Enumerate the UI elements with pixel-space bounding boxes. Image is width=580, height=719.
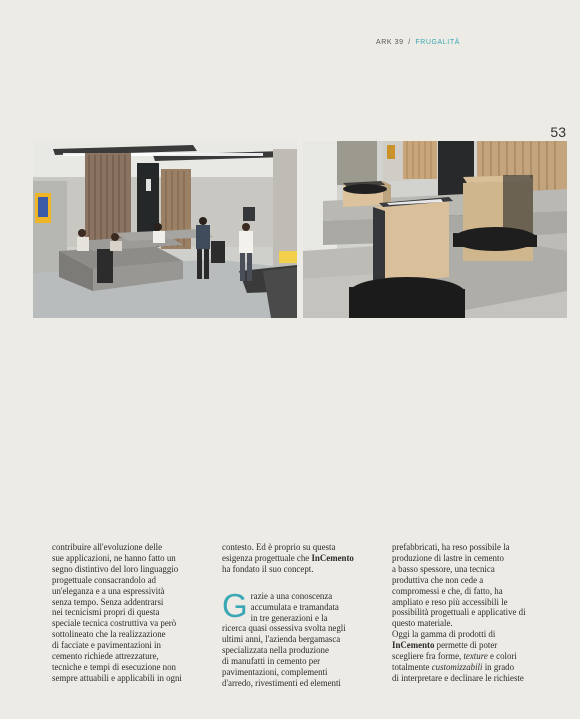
text-line: in tre generazioni e la (250, 612, 328, 623)
text-line: specializzata nella produzione (222, 645, 329, 656)
text-line (222, 553, 362, 564)
text-line (392, 662, 537, 673)
text-line: cemento richiede attrezzature, (52, 651, 159, 662)
text-line: ultimi anni, l'azienda bergamasca (222, 634, 341, 645)
drop-cap: G (222, 586, 248, 624)
text-line: ampliato e reso più accessibili le (392, 596, 508, 607)
text-fragment: e colori (487, 651, 517, 662)
text-column-2 (222, 542, 362, 689)
text-line: ricerca quasi ossessiva svolta negli (222, 623, 346, 634)
section-name: FRUGALITÀ (415, 39, 460, 46)
text-line: speciale tecnica costruttiva va però (52, 618, 177, 629)
brand-name: InCemento (392, 640, 435, 651)
paragraph-with-dropcap (222, 586, 362, 689)
text-line: un'eleganza e a una espressività (52, 585, 165, 596)
text-line: contesto. Ed è proprio su questa (222, 542, 336, 552)
paragraph (222, 542, 362, 575)
text-line (392, 640, 537, 651)
text-line: Oggi la gamma di prodotti di (392, 629, 496, 640)
paragraph (392, 542, 537, 684)
text-line: accumulata e tramandata (250, 601, 339, 612)
text-line: sue applicazioni, ne hanno fatto un (52, 552, 176, 563)
text-fragment: esigenza progettuale che (222, 552, 312, 563)
text-line: segno distintivo del loro linguaggio (52, 563, 179, 574)
running-header (376, 39, 460, 46)
text-fragment: in grado (482, 661, 515, 672)
brand-name: InCemento (311, 552, 354, 563)
interior-photo-right (303, 141, 567, 318)
text-line: contribuire all'evoluzione delle (52, 542, 163, 552)
text-column-1 (52, 542, 192, 684)
text-line: nei tecnicismi propri di questa (52, 607, 160, 618)
text-line: tecniche e tempi di esecuzione non (52, 661, 176, 672)
text-line: di interpretare e declinare le richieste (392, 672, 524, 683)
italic-term: customizzabili (431, 661, 483, 672)
text-line: produzione di lastre in cemento (392, 552, 504, 563)
page-number: 53 (550, 124, 566, 140)
text-line: sempre attuabili e applicabili in ogni (52, 672, 182, 683)
text-line: razie a una conoscenza (250, 590, 333, 601)
text-line: questo materiale. (392, 618, 453, 629)
text-line: sottolineato che la realizzazione (52, 629, 166, 640)
header-separator: / (408, 39, 411, 46)
italic-term: texture (463, 651, 488, 662)
text-line: d'arredo, rivestimenti ed elementi (222, 677, 341, 688)
paragraph (52, 542, 192, 684)
text-line: prefabbricati, ha reso possibile la (392, 542, 510, 552)
magazine-issue: ARK 39 (375, 39, 404, 46)
text-line: progettuale consacrandolo ad (52, 574, 156, 585)
text-line: di manufatti in cemento per (222, 656, 321, 667)
text-line: ha fondato il suo concept. (222, 563, 314, 574)
seating-area-image (33, 141, 297, 318)
interior-photo-left (33, 141, 297, 318)
text-fragment: permette di poter (434, 640, 498, 651)
text-line (392, 651, 537, 662)
text-fragment: scegliere fra forme, (392, 651, 464, 662)
text-line: possibilità progettuali e applicative di (392, 607, 526, 618)
concrete-steps-image (303, 141, 567, 318)
text-line: pavimentazioni, complementi (222, 667, 328, 678)
text-line: senza tempo. Senza addentrarsi (52, 596, 164, 607)
text-line: produttiva che non cede a (392, 574, 484, 585)
text-column-3 (392, 542, 537, 684)
text-line: di facciate e pavimentazioni in (52, 640, 161, 651)
text-line: compromessi e che, di fatto, ha (392, 585, 503, 596)
text-line: a basso spessore, una tecnica (392, 563, 495, 574)
text-fragment: totalmente (392, 661, 432, 672)
